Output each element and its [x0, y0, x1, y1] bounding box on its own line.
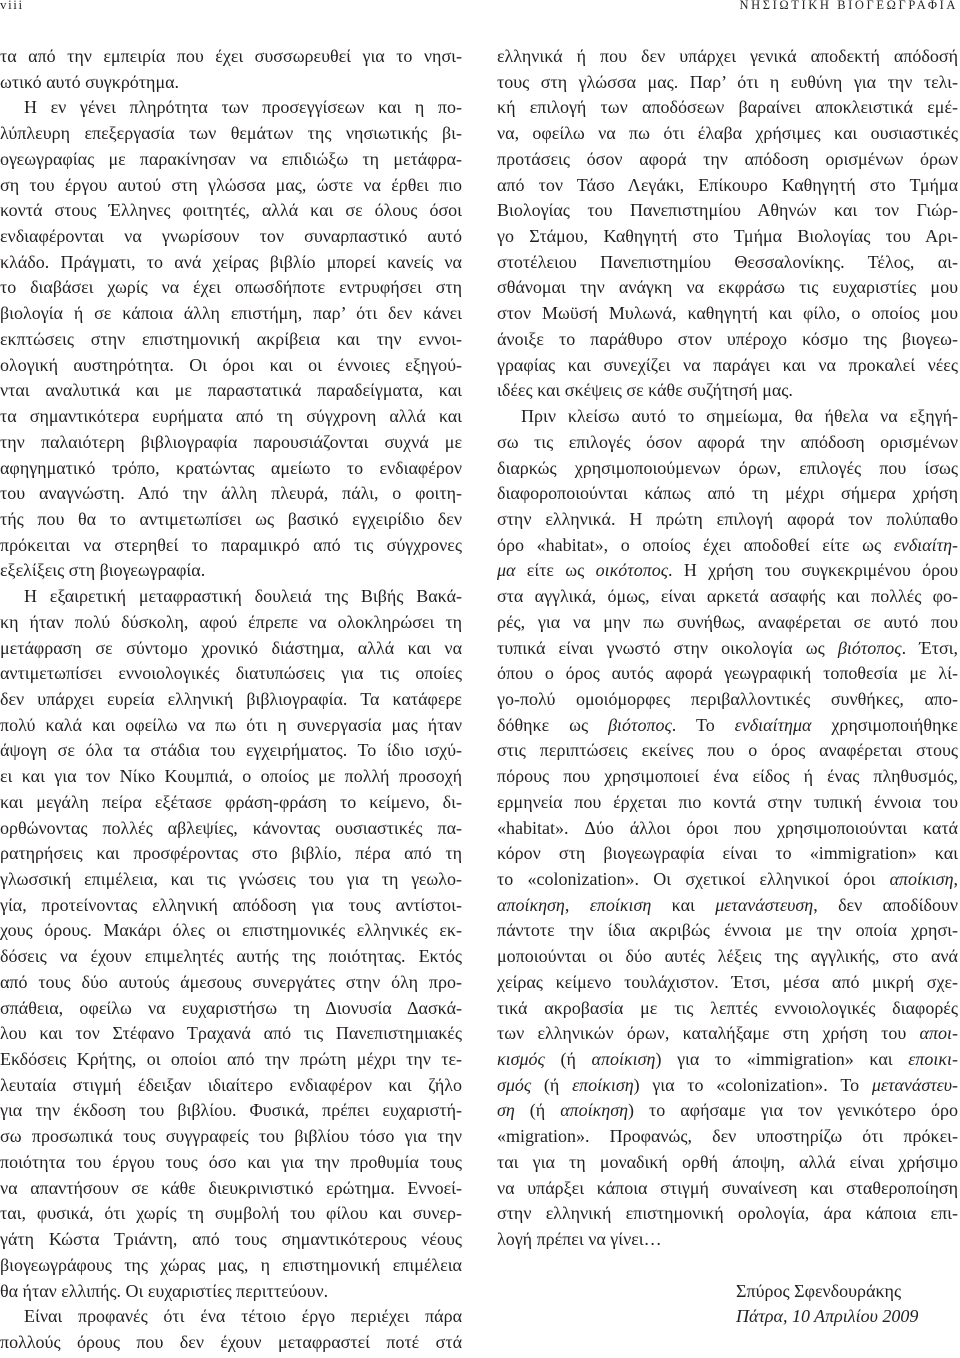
text-line: γο-πολύ ομοιόμορφες περιβαλλοντικές συνθήκες, απο- — [497, 688, 958, 709]
text-line — [497, 533, 958, 559]
text-line: βιογεωγράφους της χώρας μας, η επιστημονική επιμέλεια — [0, 1254, 462, 1275]
right-column-text — [497, 44, 958, 1253]
text-segment: χρησιμοποιήθηκε — [811, 714, 958, 735]
text-line: γλωσσική επιμέλεια, και τις γνώσεις του για τη γεωλο- — [0, 869, 462, 889]
text-line: χους όρους. Μακάρι όλες οι επιστημονικές ελληνικές εκ- — [0, 920, 462, 941]
text-line: μετάφραση σε σύντομο χρονικό διάστημα, αλλά και να — [0, 637, 462, 658]
text-segment: . Έτσι, — [901, 637, 958, 658]
paragraph — [0, 1304, 462, 1355]
text-line — [497, 713, 958, 739]
text-line: ρατηρήσεις και προσφέροντας στο βιβλίο, πέρα από τη — [0, 843, 462, 864]
text-line: στοτέλειου Πανεπιστημίου Θεσσαλονίκης. Τέλος, αι- — [497, 251, 958, 272]
text-line — [497, 1047, 958, 1073]
text-line: Η εξαιρετική μεταφραστική δουλειά της Βιβής Βακά- — [24, 586, 462, 607]
text-segment: των ελληνικών όρων, καταλήξαμε στη χρήση του — [497, 1023, 920, 1044]
paragraph — [0, 584, 462, 1304]
italic-term: μετανάστευ- — [871, 1074, 958, 1095]
text-line: γάτη Κώστα Τριάντη, από τους σημαντικότερους νέους — [0, 1229, 462, 1250]
text-line: γία, προτείνοντας ελληνική απόδοση για τους αντίστοι- — [0, 894, 462, 915]
text-line: πολλούς όρους που δεν έχουν μεταφραστεί ποτέ στά — [0, 1331, 462, 1352]
text-line: λύπλευρη επεξεργασία των θεμάτων της νησιωτικής βι- — [0, 123, 462, 144]
text-line: ει και για τον Νίκο Κουμπιά, ο οποίος με πολλή προσοχή — [0, 766, 462, 787]
text-line: διαφοροποιούνται κάπως από τη μέχρι σήμερα χρήση — [497, 483, 958, 504]
left-column — [0, 44, 462, 1356]
text-line: και μεγάλη πείρα εξέτασε φράση-φράση το κείμενο, δι- — [0, 791, 462, 812]
text-line: νται αναλυτικά και με παραστατικά παραδείγματα, και — [0, 380, 462, 401]
page-number: viii — [0, 0, 24, 12]
text-line: ερμηνεία που έρχεται πιο κοντά στην τυπική έννοια του — [497, 791, 958, 812]
text-line — [497, 867, 958, 893]
text-line: βιολογία ή σε κάποια άλλη επιστήμη, παρ’ ότι δεν κάνει — [0, 303, 462, 324]
italic-term: μα — [497, 560, 516, 581]
text-line: στις περιπτώσεις εκείνες που ο όρος αναφέρεται στους — [497, 740, 958, 761]
paragraph — [0, 44, 462, 95]
text-line: ολογική αυστηρότητα. Οι όροι και οι έννοιες εξηγού- — [0, 354, 462, 375]
text-segment: (ή — [514, 1100, 561, 1121]
text-line: θα ήταν ελλιπής. Οι ευχαριστίες περιττεύουν. — [0, 1280, 329, 1301]
text-segment: είτε ως — [515, 560, 596, 581]
text-line: πολύ καλά και οφείλω να πω ότι η συνεργασία μας ήταν — [0, 714, 462, 735]
text-line — [497, 636, 958, 662]
text-segment: . Το — [671, 714, 735, 735]
text-segment: όρο «habitat», ο οποίος έχει αποδοθεί είτε ως — [497, 534, 894, 555]
text-segment: δόθηκε ως — [497, 714, 609, 735]
italic-term: οικότοπος — [595, 560, 669, 581]
text-line: να απαντήσουν σε κάθε διευκρινιστικό ερώτημα. Εννοεί- — [0, 1177, 462, 1198]
text-segment: και — [651, 894, 716, 915]
text-line: λευταία στιγμή έδειξαν ιδιαίτερο ενδιαφέρον και ζήλο — [0, 1074, 462, 1095]
text-line: εκπτώσεις στην επιστημονική ακρίβεια και την εννοι- — [0, 328, 462, 349]
text-line: ται για τη μοναδική ορθή άποψη, αλλά είναι χρήσιμο — [497, 1151, 958, 1172]
text-line: ρές, για να μην πω συνήθως, αναφέρεται σε αυτό που — [497, 611, 958, 632]
italic-term: αποι- — [919, 1023, 958, 1044]
text-line: πρόκειται να στερηθεί το παραμικρό από τις σύγχρονες — [0, 534, 462, 555]
italic-term: ση — [497, 1100, 515, 1121]
running-title: ΝΗΣΙΩΤΙΚΗ ΒΙΟΓΕΩΓΡΑΦΙΑ — [739, 0, 958, 12]
text-line: λου και τον Στέφανο Τραχανά από τις Πανεπιστημιακές — [0, 1023, 462, 1044]
text-line: σω προσωπικά τους συγγραφείς του βιβλίου τόσο για την — [0, 1126, 462, 1147]
italic-term: εποίκιση — [572, 1074, 634, 1095]
text-line: σθάνομαι την ανάγκη να εκφράσω τις ευχαριστίες μου — [497, 277, 958, 298]
text-line: στον Μωϋσή Μυλωνά, καθηγητή και φίλο, ο οποίος μου — [497, 303, 958, 324]
text-segment: (ή — [531, 1074, 573, 1095]
text-line — [497, 893, 958, 919]
text-line: δεν υπάρχει ευρεία ελληνική βιβλιογραφία. Τα κατάφερε — [0, 688, 462, 709]
italic-term: βιότοπος — [608, 714, 672, 735]
italic-term: αποίκιση — [889, 869, 954, 889]
text-line: ελληνικά ή που δεν υπάρχει γενικά αποδεκτή απόδοσή — [497, 46, 958, 66]
text-segment: τυπικά είναι γνωστό στην οικολογία ως — [497, 637, 838, 658]
text-line: εξελίξεις στη βιογεωγραφία. — [0, 560, 206, 581]
text-line: «migration». Προφανώς, δεν υποστηρίζω ότι πρόκει- — [497, 1126, 958, 1147]
running-header — [0, 0, 960, 12]
text-line: κοντά στους Έλληνες φοιτητές, αλλά και σε όλους όσοι — [0, 200, 462, 221]
text-line: από τον Τάσο Λεγάκι, Επίκουρο Καθηγητή στο Τμήμα — [497, 174, 958, 195]
text-line: διαρκώς χρησιμοποιούμενων όρων, επιλογές που ίσως — [497, 457, 958, 478]
text-line: Εκδόσεις Κρήτης, οι οποίοι από την πρώτη μέχρι την τε- — [0, 1049, 462, 1070]
text-line — [497, 1098, 958, 1124]
italic-term: σμός — [497, 1074, 532, 1095]
text-line: τα σημαντικότερα ευρήματα από τη σύγχρονη αλλά και — [0, 406, 462, 427]
text-line: λογή πρέπει να γίνει… — [497, 1229, 662, 1250]
text-segment: , δεν αποδίδουν — [813, 894, 959, 915]
paragraph — [497, 404, 958, 1253]
text-segment: το «colonization». Οι σχετικοί ελληνικοί όροι — [497, 869, 890, 889]
text-line: ποιότητα του έργου τους όσο και για την προθυμία τους — [0, 1151, 462, 1172]
text-line: γο Στάμου, Καθηγητή στο Τμήμα Βιολογίας του Αρι- — [497, 226, 958, 247]
place-date: Πάτρα, 10 Απριλίου 2009 — [736, 1306, 919, 1327]
text-line: μοποιούνται οι δύο αυτές λέξεις της αγγλικής, στο ανά — [497, 946, 958, 967]
text-line: Η εν γένει πληρότητα των προσεγγίσεων και η πο- — [24, 97, 462, 118]
text-line: να, οφείλω να πω ότι έλαβα χρήσιμες και ουσιαστικές — [497, 123, 958, 144]
right-column — [497, 44, 958, 1330]
paragraph — [0, 95, 462, 584]
text-line: ογεωγραφίας με παρακίνησαν να επιδιώξω τη μετάφρα- — [0, 148, 462, 169]
text-line: Πριν κλείσω αυτό το σημείωμα, θα ήθελα να εξηγή- — [521, 406, 958, 427]
signature — [497, 1279, 958, 1330]
text-line: τα από την εμπειρία που έχει συσσωρευθεί για το νησι- — [0, 46, 462, 66]
text-line: ενδιαφέρονται να γνωρίσουν τον συναρπαστικό αυτό — [0, 226, 462, 247]
text-line — [497, 1021, 958, 1047]
italic-term: μετανάστευση — [715, 894, 814, 915]
text-line: τους στη γλώσσα μας. Παρ’ ότι η ευθύνη για την τελι- — [497, 71, 958, 92]
text-line: ορθώνοντας πολλές αβλεψίες, κάνοντας ουσιαστικές πα- — [0, 817, 462, 838]
text-segment: . Η χρήση του συγκεκριμένου όρου — [668, 560, 958, 581]
italic-term: εποικι- — [908, 1049, 958, 1070]
text-line: για την έκδοση του βιβλίου. Φυσικά, πρέπει ευχαριστή- — [0, 1100, 462, 1121]
text-line: αντιμετωπίσει εννοιολογικές διατυπώσεις για τις οποίες — [0, 663, 462, 684]
left-column-text — [0, 44, 462, 1356]
text-segment: ) για το «colonization». Το — [633, 1074, 872, 1095]
text-segment: (ή — [544, 1049, 592, 1070]
italic-term: βιότοπος — [837, 637, 902, 658]
text-line: τικά ακροβασία με τις λεπτές εννοιολογικές διαφορές — [497, 997, 958, 1018]
text-segment: , — [953, 869, 958, 889]
text-line: ση του έργου αυτού στη γλώσσα μας, ώστε να έρθει πιο — [0, 174, 462, 195]
text-line: Βιολογίας του Πανεπιστημίου Αθηνών και τον Γιώρ- — [497, 200, 958, 221]
italic-term: εποίκιση — [589, 894, 652, 915]
text-line: κή επιλογή των αποδόσεων βαραίνει αποκλειστικά εμέ- — [497, 97, 958, 118]
text-line: πόρους που χρησιμοποιεί ένα είδος ή ένας πληθυσμός, — [497, 766, 958, 787]
text-line: από τους δύο αυτούς άμεσους συνεργάτες στην όλη προ- — [0, 971, 462, 992]
italic-term: αποίκηση — [560, 1100, 629, 1121]
italic-term: αποίκηση — [497, 894, 565, 915]
text-line: τής που θα το αντιμετωπίσει ως βασικό εγχειρίδιο δεν — [0, 508, 462, 529]
text-line: προτάσεις όσον αφορά την απόδοση ορισμένων όρων — [497, 148, 958, 169]
text-line: στην ελληνική επιστημονική ορολογία, άρα κάποια επι- — [497, 1203, 958, 1224]
text-line: πάντοτε την ίδια ακριβώς έννοια με την οποία χρησι- — [497, 920, 958, 941]
text-line — [497, 1073, 958, 1099]
text-line: «habitat». Δύο άλλοι όροι που χρησιμοποιούνται κατά — [497, 817, 958, 838]
text-line: σπάθεια, οφείλω να ευχαριστήσω τη Διονυσία Δασκά- — [0, 997, 462, 1018]
italic-term: αποίκιση — [591, 1049, 656, 1070]
text-line: ιδέες και σκέψεις σε κάθε συζήτησή μας. — [497, 380, 793, 401]
text-line: στην ελληνικά. Η πρώτη επιλογή αφορά τον πολύπαθο — [497, 508, 958, 529]
text-line: το διαβάσει χωρίς να έχει οπωσδήποτε εντρυφήσει στη — [0, 277, 462, 298]
text-line: όπου ο όρος αυτός αφορά γεωγραφική τοποθεσία με λί- — [497, 663, 958, 684]
text-segment: ) το αφήσαμε για τον γενικότερο όρο — [628, 1100, 958, 1121]
author-name: Σπύρος Σφενδουράκης — [736, 1280, 902, 1301]
text-line: άνοιξε το παράθυρο στον υπέροχο κόσμο της βιογεω- — [497, 328, 958, 349]
italic-term: ενδιαίτημα — [734, 714, 812, 735]
text-line: αφηγηματικό τρόπο, κρατώντας αμείωτο το ενδιαφέρον — [0, 457, 462, 478]
text-line: του αναγνώστη. Από την άλλη πλευρά, πάλι, ο φοιτη- — [0, 483, 462, 504]
text-line — [497, 558, 958, 584]
text-line: κλάδο. Πράγματι, το ανά χείρας βιβλίο μπορεί κανείς να — [0, 251, 462, 272]
text-line: κόρον στη βιογεωγραφία είναι το «immigration» και — [497, 843, 958, 864]
text-segment: , — [564, 894, 590, 915]
italic-term: ενδιαίτη- — [893, 534, 958, 555]
text-line: γραφίας και συνεχίζει να παράγει και να προκαλεί νέες — [497, 354, 958, 375]
text-line: ται, φυσικά, ότι χωρίς τη συμβολή του φίλου και συνερ- — [0, 1203, 462, 1224]
text-line: την παλαιότερη βιβλιογραφία παρουσιάζονται συχνά με — [0, 431, 462, 452]
paragraph — [497, 44, 958, 404]
text-segment: ) για το «immigration» και — [655, 1049, 909, 1070]
italic-term: κισμός — [497, 1049, 545, 1070]
text-line: δόσεις να έχουν επιμελητές αυτής της ποιότητας. Εκτός — [0, 946, 462, 967]
text-line: Είναι προφανές ότι ένα τέτοιο έργο περιέχει πάρα — [24, 1306, 462, 1327]
text-line: στα αγγλικά, όμως, είναι αρκετά ασαφής και πολλές φο- — [497, 586, 958, 607]
text-line: να υπάρξει κάποια στιγμή συναίνεση και σταθεροποίηση — [497, 1177, 958, 1198]
text-line: κη ήταν πολύ δύσκολη, αφού έπρεπε να ολοκληρώσει τη — [0, 611, 462, 632]
text-line: ωτικό αυτό συγκρότημα. — [0, 71, 180, 92]
text-line: άψογη σε όλα τα στάδια του εγχειρήματος. Το ίδιο ισχύ- — [0, 740, 462, 761]
text-line: χείρας κείμενο τουλάχιστον. Έτσι, μέσα από μικρή σχε- — [497, 971, 958, 992]
text-line: σω τις επιλογές όσον αφορά την απόδοση ορισμένων — [497, 431, 958, 452]
